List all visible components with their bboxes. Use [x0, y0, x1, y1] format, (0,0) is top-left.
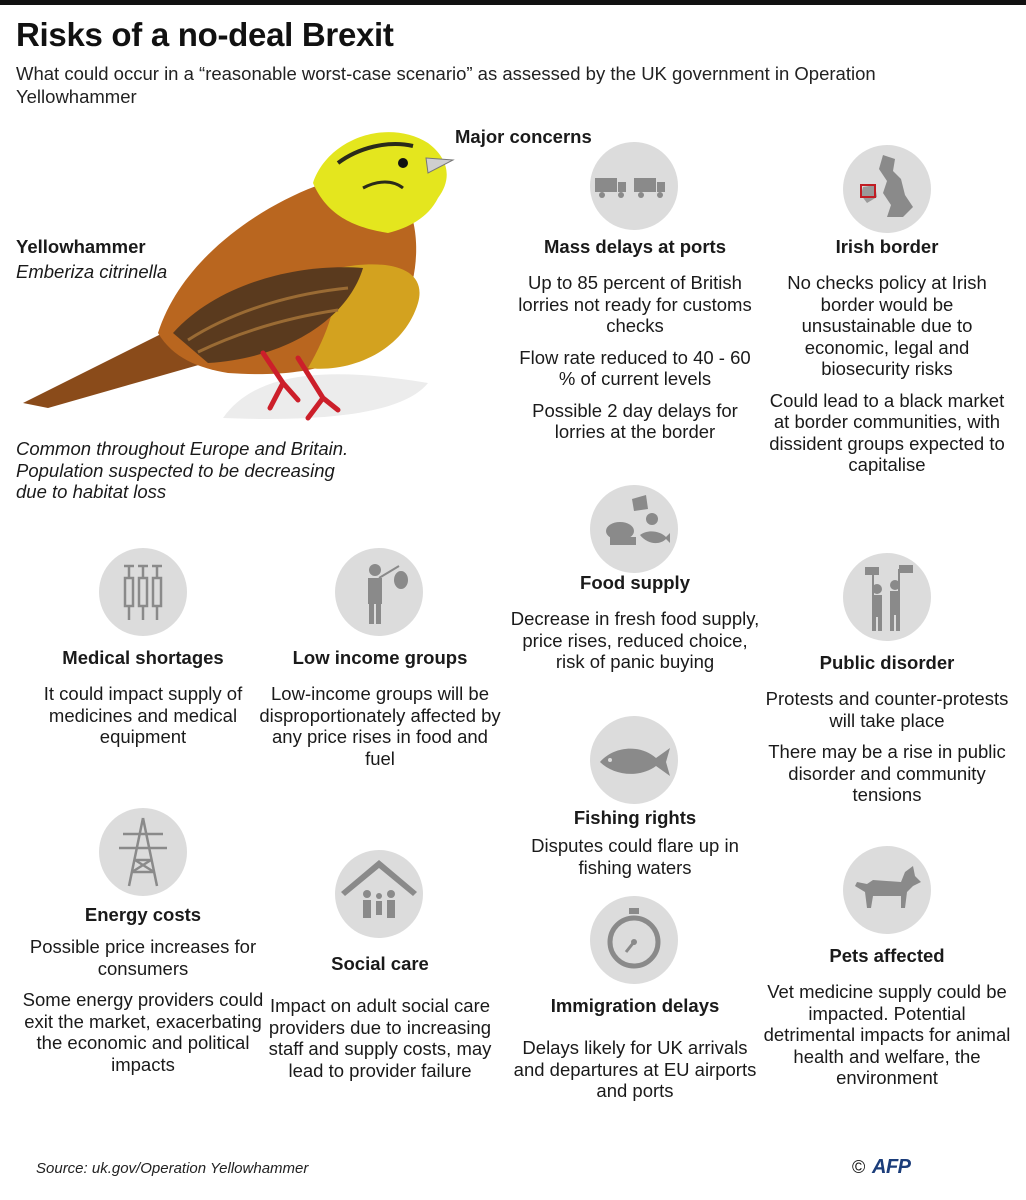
pets-title: Pets affected — [829, 945, 945, 966]
bird-eye — [398, 158, 408, 168]
food-text-1: Decrease in fresh food supply, price rises, reduced choice, risk of panic buying — [510, 608, 760, 672]
immigration-block — [510, 995, 760, 1102]
ports-text-3: Possible 2 day delays for lorries at the border — [532, 399, 738, 442]
page-subtitle: What could occur in a “reasonable worst-case scenario” as assessed by the UK government in Operation Yellowhammer — [16, 63, 876, 107]
afp-logo: AFP — [872, 1156, 911, 1178]
section-label: Major concerns — [455, 126, 592, 147]
top-rule — [0, 0, 1026, 5]
bird-latin-name: Emberiza citrinella — [16, 261, 168, 282]
public-disorder-title: Public disorder — [819, 652, 955, 673]
medical-block — [18, 647, 268, 748]
energy-title: Energy costs — [84, 904, 202, 925]
copyright-symbol: © — [852, 1157, 866, 1177]
low-income-block — [255, 647, 505, 769]
dog-icon — [843, 846, 931, 934]
irish-border-text-2: Could lead to a black market at border communities, with dissident groups expected to capitalise — [769, 389, 1005, 475]
source-note: Source: uk.gov/Operation Yellowhammer — [36, 1160, 309, 1177]
syringes-icon — [99, 548, 187, 636]
public-disorder-block — [762, 652, 1012, 806]
ports-title: Mass delays at ports — [544, 236, 726, 257]
lorries-icon — [590, 142, 678, 230]
social-care-block — [255, 953, 505, 1081]
low-income-text-1: Low-income groups will be disproportionately affected by any price rises in food and fuel — [259, 683, 501, 769]
medical-title: Medical shortages — [62, 647, 224, 668]
energy-text-2: Some energy providers could exit the market, exacerbating the economic and political impacts — [22, 989, 264, 1075]
stopwatch-icon — [590, 896, 678, 984]
fishing-title: Fishing rights — [573, 807, 697, 828]
food-block — [510, 572, 760, 673]
person-with-bundle-icon — [335, 548, 423, 636]
uk-map-icon — [843, 145, 931, 233]
immigration-title: Immigration delays — [550, 995, 720, 1016]
low-income-title: Low income groups — [292, 647, 468, 668]
energy-block — [18, 904, 268, 1075]
house-family-icon — [335, 850, 423, 938]
public-disorder-text-2: There may be a rise in public disorder and community tensions — [768, 741, 1006, 805]
bird-name: Yellowhammer — [16, 236, 146, 257]
irish-border-block — [762, 236, 1012, 476]
food-title: Food supply — [580, 572, 690, 593]
irish-border-text-1: No checks policy at Irish border would be unsustainable due to economic, legal and biosecurity risks — [787, 272, 987, 379]
social-care-title: Social care — [331, 953, 429, 974]
ports-text-2: Flow rate reduced to 40 - 60 % of current levels — [519, 346, 751, 389]
page-title: Risks of a no-deal Brexit — [16, 16, 394, 53]
ports-block — [510, 236, 760, 443]
medical-text-1: It could impact supply of medicines and medical equipment — [43, 683, 243, 747]
ports-text-1: Up to 85 percent of British lorries not ready for customs checks — [518, 272, 752, 336]
irish-border-title: Irish border — [835, 236, 939, 257]
public-disorder-text-1: Protests and counter-protests will take place — [765, 688, 1009, 731]
yellowhammer-illustration — [8, 118, 478, 448]
energy-text-1: Possible price increases for consumers — [29, 936, 257, 979]
bird-shadow — [223, 374, 428, 419]
fishing-block — [510, 807, 760, 878]
pets-text-1: Vet medicine supply could be impacted. Potential detrimental impacts for animal health and welfare, the environment — [763, 981, 1011, 1088]
food-icon — [590, 485, 678, 573]
fishing-text-1: Disputes could flare up in fishing waters — [531, 835, 739, 878]
bird-description: Common throughout Europe and Britain. Population suspected to be decreasing due to habitat loss — [16, 438, 349, 502]
social-care-text-1: Impact on adult social care providers due to increasing staff and supply costs, may lead to provider failure — [268, 995, 492, 1081]
pylon-icon — [99, 808, 187, 896]
fish-icon — [590, 716, 678, 804]
pets-block — [762, 945, 1012, 1089]
protesters-icon — [843, 553, 931, 641]
immigration-text-1: Delays likely for UK arrivals and departures at EU airports and ports — [513, 1037, 757, 1101]
